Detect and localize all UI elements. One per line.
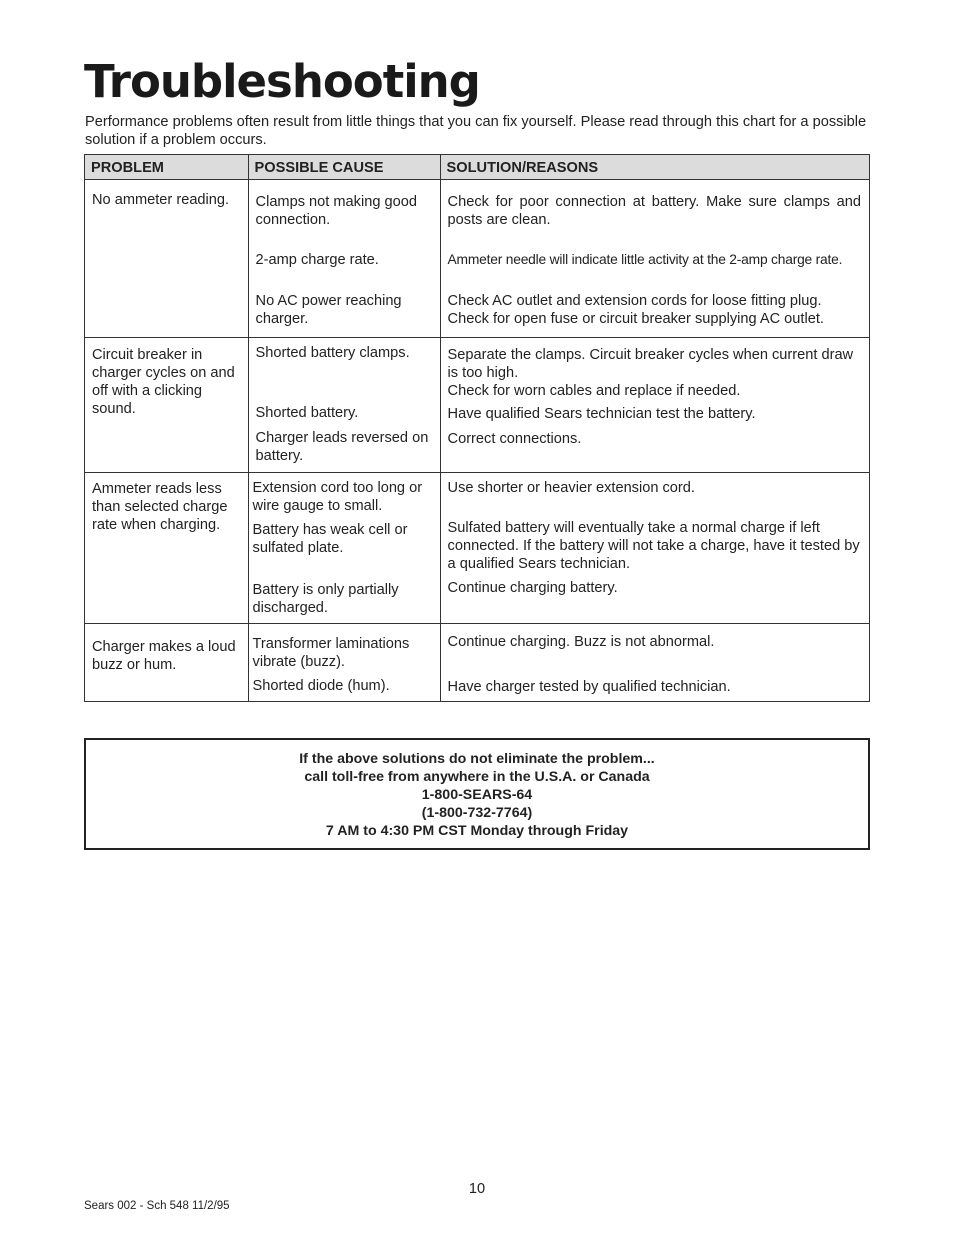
table-row xyxy=(85,338,870,473)
solution-text: Ammeter needle will indicate little activity at the 2-amp charge rate. xyxy=(447,252,843,267)
cause-text: Battery has weak cell or sulfated plate. xyxy=(252,522,408,556)
cause-text: Charger leads reversed on battery. xyxy=(255,430,429,464)
solution-text: Continue charging battery. xyxy=(447,580,618,596)
document-code: Sears 002 - Sch 548 11/2/95 xyxy=(84,1200,230,1212)
solution-cell xyxy=(440,338,869,473)
troubleshooting-table xyxy=(84,154,870,702)
support-hours: 7 AM to 4:30 PM CST Monday through Friday xyxy=(325,823,629,839)
solution-text: Have charger tested by qualified technician. xyxy=(447,679,731,695)
header-possible-cause: POSSIBLE CAUSE xyxy=(248,155,440,180)
phone-number-digits: (1-800-732-7764) xyxy=(421,805,533,821)
solution-text: Check for poor connection at battery. Make sure clamps and posts are clean. xyxy=(447,194,861,228)
cause-text: Transformer laminations vibrate (buzz). xyxy=(252,636,410,670)
solution-cell xyxy=(440,473,869,624)
solution-text: Sulfated battery will eventually take a normal charge if left connected. If the battery will not take a charge, have it tested by a qualified Sears technician. xyxy=(447,520,860,572)
problem-text: No ammeter reading. xyxy=(92,192,230,208)
intro-paragraph: Performance problems often result from little things that you can fix yourself. Please read through this chart for a possible solution if a problem occurs. xyxy=(85,114,867,148)
support-contact-box xyxy=(84,738,870,850)
callout-line: call toll-free from anywhere in the U.S.A. or Canada xyxy=(304,769,650,785)
problem-cell xyxy=(85,473,249,624)
table-header-row xyxy=(85,155,870,180)
cause-cell xyxy=(248,180,440,338)
cause-cell xyxy=(248,338,440,473)
problem-cell xyxy=(85,338,249,473)
problem-text: Ammeter reads less than selected charge rate when charging. xyxy=(92,481,228,533)
header-solution-reasons: SOLUTION/REASONS xyxy=(440,155,869,180)
solution-text: Use shorter or heavier extension cord. xyxy=(447,480,695,496)
cause-text: Extension cord too long or wire gauge to small. xyxy=(252,480,423,514)
problem-text: Charger makes a loud buzz or hum. xyxy=(92,639,236,673)
callout-line: If the above solutions do not eliminate the problem... xyxy=(299,751,655,767)
solution-text: Correct connections. xyxy=(447,431,582,447)
cause-cell xyxy=(248,624,440,702)
problem-cell xyxy=(85,624,249,702)
cause-text: No AC power reaching charger. xyxy=(255,293,402,327)
solution-text: Have qualified Sears technician test the battery. xyxy=(447,406,756,422)
problem-text: Circuit breaker in charger cycles on and off with a clicking sound. xyxy=(92,347,235,417)
solution-text: Check AC outlet and extension cords for loose fitting plug. Check for open fuse or circuit breaker supplying AC outlet. xyxy=(447,293,824,327)
cause-text: Battery is only partially discharged. xyxy=(252,582,399,616)
header-problem: PROBLEM xyxy=(85,155,249,180)
solution-cell xyxy=(440,180,869,338)
table-row xyxy=(85,473,870,624)
cause-text: 2-amp charge rate. xyxy=(255,252,379,268)
solution-text: Check for worn cables and replace if needed. xyxy=(447,383,741,399)
page-title: Troubleshooting xyxy=(84,55,480,108)
solution-cell xyxy=(440,624,869,702)
problem-cell xyxy=(85,180,249,338)
table-row xyxy=(85,624,870,702)
solution-text: Continue charging. Buzz is not abnormal. xyxy=(447,634,715,650)
solution-text: Separate the clamps. Circuit breaker cycles when current draw is too high. xyxy=(447,347,854,381)
table-row xyxy=(85,180,870,338)
cause-text: Clamps not making good connection. xyxy=(255,194,417,228)
phone-number-letters: 1-800-SEARS-64 xyxy=(421,787,533,803)
cause-text: Shorted battery clamps. xyxy=(255,345,410,361)
cause-text: Shorted battery. xyxy=(255,405,359,421)
cause-cell xyxy=(248,473,440,624)
cause-text: Shorted diode (hum). xyxy=(252,678,390,694)
page-number: 10 xyxy=(468,1181,486,1197)
